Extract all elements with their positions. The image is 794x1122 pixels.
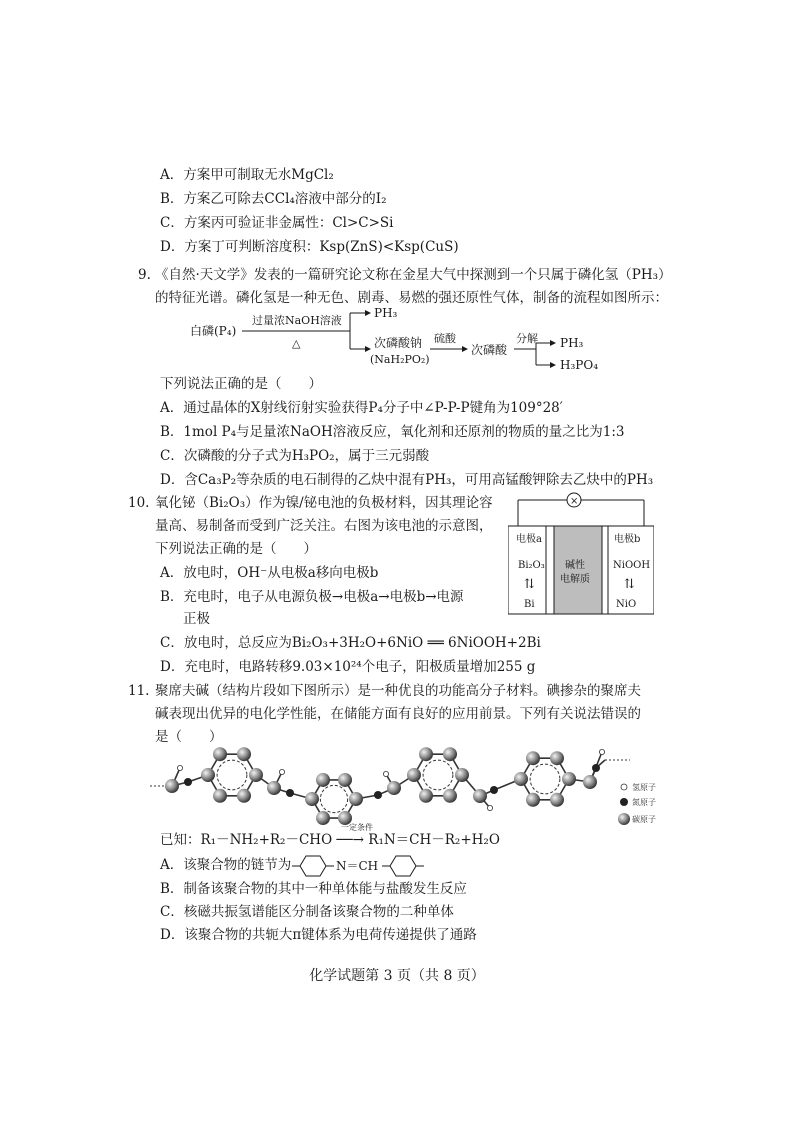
q10-option-a: A．放电时，OH⁻从电极a移向电极b — [160, 565, 379, 581]
q10-option-b1: B．充电时，电子从电源负极→电极a→电极b→电源 — [160, 589, 464, 605]
lamp-symbol: × — [570, 496, 579, 507]
carbon-atom — [473, 789, 487, 803]
carbon-atom — [165, 779, 179, 793]
carbon-atom — [316, 773, 330, 787]
nitrogen-atom — [374, 791, 382, 799]
nitrogen-atom — [286, 789, 294, 797]
flow-start: 白磷(P₄) — [190, 324, 237, 338]
carbon-atom — [419, 747, 433, 761]
q9-stem-line1: 《自然·天文学》发表的一篇研究论文称在金星大气中探测到一个只属于磷化氢（PH₃） — [155, 267, 672, 283]
electrolyte-line1: 碱性 — [565, 560, 585, 571]
q11-known: 已知：R₁－NH₂+R₂－CHO ──→ R₁N＝CH－R₂+H₂O — [160, 832, 500, 848]
q11-stem-line1: 聚席夫碱（结构片段如下图所示）是一种优良的功能高分子材料。碘掺杂的聚席夫 — [155, 683, 641, 699]
flow-heat: △ — [292, 337, 301, 350]
left-bottom-species: Bi — [524, 599, 535, 610]
left-top-species: Bi₂O₃ — [518, 560, 545, 571]
q10-option-d: D．充电时，电路转移9.03×10²⁴个电子，阳极质量增加255 g — [160, 659, 536, 675]
q11-option-a-prefix: A．该聚合物的链节为 — [160, 857, 292, 873]
flow-reagent: 过量浓NaOH溶液 — [252, 314, 342, 327]
q9-option-d: D．含Ca₃P₂等杂质的电石制得的乙炔中混有PH₃，可用高锰酸钾除去乙炔中的PH₃ — [160, 472, 654, 488]
flow-acid: 硫酸 — [434, 332, 456, 345]
carbon-atom — [387, 781, 401, 795]
q10-option-b2: 正极 — [183, 611, 210, 627]
q10-stem-line2: 量高、易制备而受到广泛关注。右图为该电池的示意图， — [155, 518, 493, 534]
flow-ph3-top: PH₃ — [374, 306, 398, 320]
carbon-atom — [514, 772, 528, 786]
carbon-atom — [338, 773, 352, 787]
q11-option-c: C．核磁共振氢谱能区分制备该聚合物的二种单体 — [160, 904, 454, 920]
flow-final-h3po4: H₃PO₄ — [560, 358, 598, 372]
q8-option-a: A．方案甲可制取无水MgCl₂ — [160, 167, 334, 183]
carbon-atom — [201, 768, 215, 782]
atom-legend — [618, 782, 656, 825]
electrolyte-line2: 电解质 — [560, 574, 590, 585]
carbon-atom — [237, 789, 251, 803]
carbon-atom — [349, 792, 363, 806]
q11-stem-line3: 是（ ） — [155, 729, 223, 745]
q9-option-c: C．次磷酸的分子式为H₃PO₂，属于三元弱酸 — [160, 448, 430, 464]
battery-diagram — [508, 490, 654, 616]
benzene-ring-1 — [300, 856, 326, 876]
carbon-atom — [562, 772, 576, 786]
carbon-atom — [237, 747, 251, 761]
hydrogen-atom — [279, 769, 284, 774]
carbon-atom — [267, 781, 281, 795]
repeat-unit-structure — [290, 853, 440, 879]
carbon-atom — [443, 789, 457, 803]
q8-option-c: C．方案丙可验证非金属性：Cl>C>Si — [160, 215, 394, 231]
carbon-atom — [526, 793, 540, 807]
nitrogen-atom — [490, 786, 498, 794]
q9-question: 下列说法正确的是（ ） — [160, 376, 322, 392]
q10-stem-line3: 下列说法正确的是（ ） — [155, 541, 317, 557]
carbon-atom — [526, 751, 540, 765]
legend-carbon: 碳原子 — [632, 815, 656, 824]
q11-number: 11. — [128, 683, 150, 699]
left-equilibrium: ⇅ — [524, 577, 535, 592]
legend-nitrogen: 氮原子 — [632, 798, 656, 807]
hydrogen-atom — [383, 771, 388, 776]
q8-option-d: D．方案丁可判断溶度积：Ksp(ZnS)<Ksp(CuS) — [160, 239, 459, 255]
carbon-atom — [305, 792, 319, 806]
flow-decompose: 分解 — [516, 332, 538, 345]
carbon-atom — [583, 775, 597, 789]
right-bottom-species: NiO — [616, 599, 637, 610]
carbon-atom — [316, 811, 330, 825]
q10-number: 10. — [128, 495, 150, 511]
q11-stem-line2: 碱表现出优异的电化学性能，在储能方面有良好的应用前景。下列有关说法错误的 — [155, 706, 641, 722]
nitrogen-atom — [184, 778, 192, 786]
flow-final-ph3: PH₃ — [560, 336, 584, 350]
polymer-structure-diagram — [150, 738, 670, 828]
hydrogen-atom — [599, 749, 604, 754]
q10-option-c: C．放电时，总反应为Bi₂O₃+3H₂O+6NiO ══ 6NiOOH+2Bi — [160, 635, 541, 651]
carbon-atom — [550, 793, 564, 807]
electrode-b-label: 电极b — [614, 534, 641, 545]
q8-option-b: B．方案乙可除去CCl₄溶液中部分的I₂ — [160, 191, 387, 207]
carbon-atom — [407, 768, 421, 782]
q11-known-condition: 一定条件 — [341, 823, 373, 832]
flow-middle-formula: (NaH₂PO₂) — [370, 353, 430, 366]
repeat-unit-link: N＝CH — [336, 859, 379, 873]
benzene-ring-2 — [390, 856, 416, 876]
electrode-a-label: 电极a — [516, 534, 542, 545]
q10-stem-line1: 氧化铋（Bi₂O₃）作为镍/铋电池的负极材料，因其理论容 — [155, 495, 493, 511]
carbon-atom — [213, 747, 227, 761]
q9-option-a: A．通过晶体的X射线衍射实验获得P₄分子中∠P-P-P键角为109°28′ — [160, 400, 563, 416]
q11-option-d: D．该聚合物的共轭大π键体系为电荷传递提供了通路 — [160, 927, 477, 943]
flow-middle-name: 次磷酸钠 — [374, 336, 423, 350]
nitrogen-atom — [592, 764, 600, 772]
right-equilibrium: ⇅ — [624, 577, 635, 592]
legend-hydrogen: 氢原子 — [632, 783, 656, 792]
carbon-atom — [443, 747, 457, 761]
page-footer: 化学试题第 3 页（共 8 页） — [309, 968, 485, 984]
q11-option-b: B．制备该聚合物的其中一种单体能与盐酸发生反应 — [160, 881, 467, 897]
q9-stem-line2: 的特征光谱。磷化氢是一种无色、剧毒、易燃的强还原性气体，制备的流程如图所示： — [155, 290, 668, 306]
q9-flow-diagram — [190, 305, 610, 375]
hydrogen-atom — [177, 765, 182, 770]
hydrogen-atom — [487, 805, 492, 810]
carbon-atom — [455, 768, 469, 782]
right-top-species: NiOOH — [613, 560, 651, 571]
carbon-atom — [550, 751, 564, 765]
carbon-atom — [213, 789, 227, 803]
carbon-atom — [419, 789, 433, 803]
q9-number: 9. — [138, 267, 151, 283]
flow-acid-product: 次磷酸 — [471, 343, 508, 357]
carbon-atom — [249, 768, 263, 782]
q9-option-b: B．1mol P₄与足量浓NaOH溶液反应，氧化剂和还原剂的物质的量之比为1:3 — [160, 424, 625, 440]
